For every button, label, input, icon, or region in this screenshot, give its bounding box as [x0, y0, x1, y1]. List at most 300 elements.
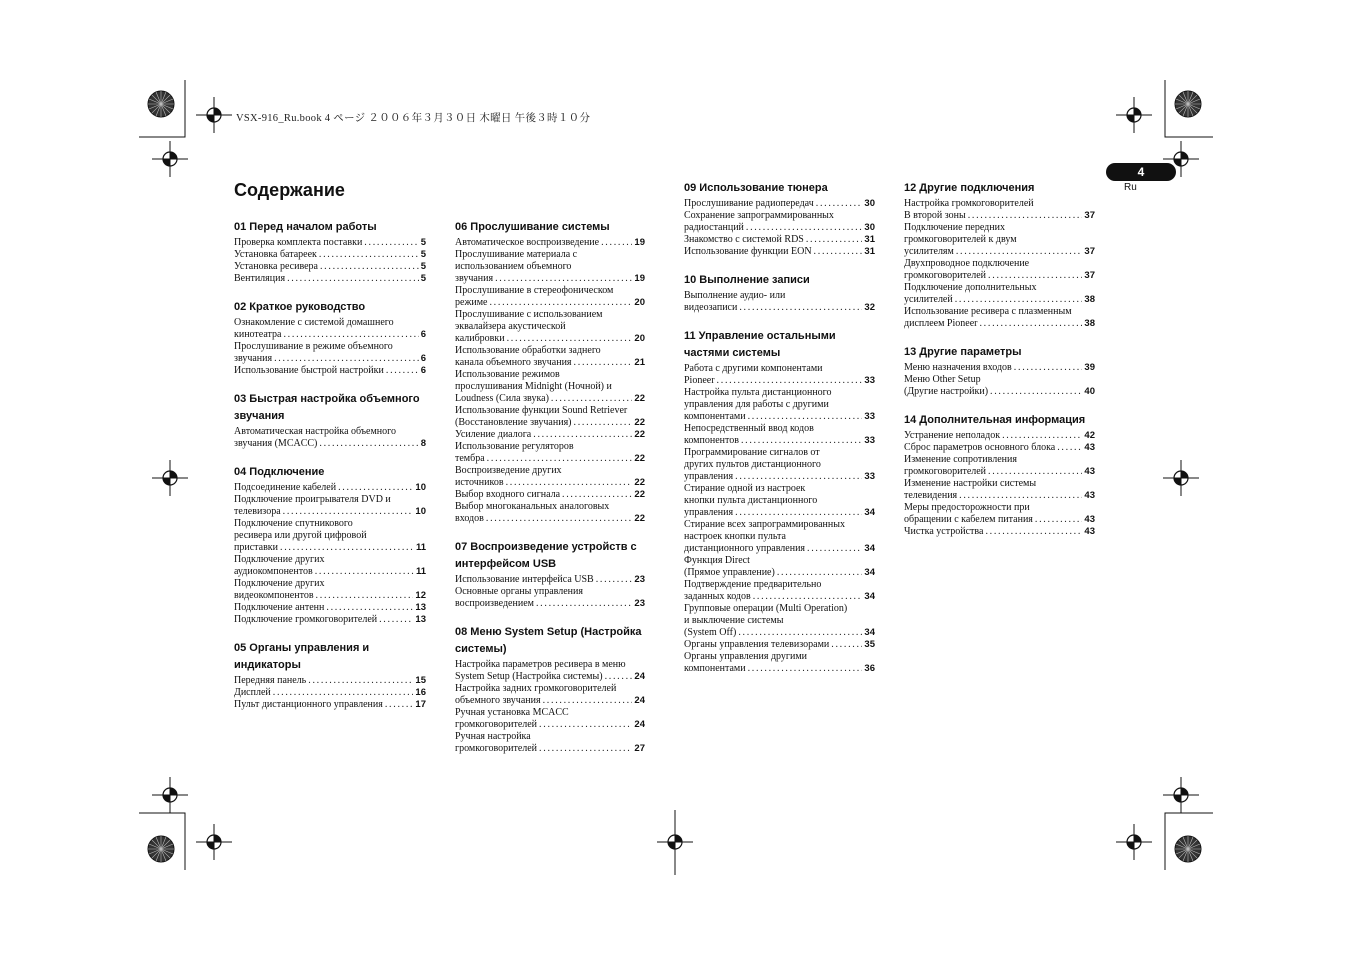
- toc-entry-text: Пульт дистанционного управления: [234, 699, 383, 710]
- dot-leader: [316, 590, 414, 602]
- toc-entry[interactable]: [904, 478, 1095, 502]
- dot-leader: [738, 627, 862, 639]
- toc-entry[interactable]: [684, 603, 875, 639]
- toc-entry-text: Прослушивание материала с: [455, 249, 578, 260]
- dot-leader: [386, 365, 419, 377]
- dot-leader: [990, 386, 1082, 398]
- toc-page-number: 33: [864, 411, 875, 422]
- toc-entry-text: Чистка устройства: [904, 526, 984, 537]
- toc-entry-text: Прослушивание в стереофоническом: [455, 285, 614, 296]
- toc-entry[interactable]: [455, 405, 645, 429]
- toc-page-number: 20: [634, 333, 645, 344]
- dot-leader: [988, 466, 1082, 478]
- toc-section: [684, 180, 875, 258]
- dot-leader: [955, 294, 1083, 306]
- toc-entry[interactable]: [684, 651, 875, 675]
- dot-leader: [717, 375, 863, 387]
- toc-entry-text: Сохранение запрограммированных: [684, 210, 834, 221]
- toc-section: [904, 412, 1095, 538]
- toc-entry[interactable]: [904, 454, 1095, 478]
- dot-leader: [816, 198, 863, 210]
- toc-page-number: 35: [864, 639, 875, 650]
- toc-entry[interactable]: [684, 234, 875, 246]
- toc-entry[interactable]: [684, 579, 875, 603]
- toc-entry-text: дистанционного управления: [684, 543, 806, 554]
- toc-entry[interactable]: [684, 387, 875, 423]
- toc-entry[interactable]: [455, 731, 645, 755]
- dot-leader: [536, 598, 632, 610]
- toc-entry-text: громкоговорителей: [904, 466, 987, 477]
- dot-leader: [988, 270, 1082, 282]
- registration-star-icon: [148, 836, 174, 862]
- dot-leader: [539, 743, 632, 755]
- toc-page-number: 13: [415, 614, 426, 625]
- dot-leader: [574, 357, 633, 369]
- toc-entry[interactable]: [904, 222, 1095, 258]
- dot-leader: [985, 526, 1082, 538]
- toc-section-heading: 08 Меню System Setup (Настройка системы): [455, 626, 642, 655]
- toc-page-number: 21: [634, 357, 645, 368]
- toc-entry[interactable]: [234, 602, 426, 614]
- toc-entry-text: System Setup (Настройка системы): [455, 671, 603, 682]
- toc-column-1: [234, 219, 426, 725]
- registration-cross-icon: [152, 141, 188, 177]
- toc-page-number: 34: [864, 627, 875, 638]
- toc-entry[interactable]: [455, 574, 645, 586]
- toc-entry-text: кнопки пульта дистанционного: [684, 495, 818, 506]
- toc-entry-text: громкоговорителей: [455, 719, 538, 730]
- toc-entry-text: Стирание одной из настроек: [684, 483, 806, 494]
- dot-leader: [487, 453, 633, 465]
- toc-page-number: 43: [1084, 526, 1095, 537]
- toc-entry[interactable]: [234, 699, 426, 711]
- toc-page-number: 24: [634, 671, 645, 682]
- toc-page-number: 33: [864, 375, 875, 386]
- toc-page-number: 12: [415, 590, 426, 601]
- toc-entry-text: Прослушивание с использованием: [455, 309, 603, 320]
- toc-page-number: 27: [634, 743, 645, 754]
- toc-entry[interactable]: [904, 362, 1095, 374]
- toc-entry[interactable]: [234, 261, 426, 273]
- dot-leader: [280, 542, 414, 554]
- toc-entry-text: тембра: [455, 453, 485, 464]
- dot-leader: [319, 438, 418, 450]
- toc-entry-text: Проверка комплекта поставки: [234, 237, 363, 248]
- toc-entry-text: Подключение других: [234, 578, 325, 589]
- toc-entry[interactable]: [904, 258, 1095, 282]
- toc-entry-text: Использование быстрой настройки: [234, 365, 384, 376]
- dot-leader: [533, 429, 632, 441]
- toc-entry-text: усилителей: [904, 294, 953, 305]
- toc-page-number: 34: [864, 567, 875, 578]
- toc-entry-text: Меню Other Setup: [904, 374, 981, 385]
- toc-page-number: 19: [634, 273, 645, 284]
- toc-entry-text: компонентами: [684, 663, 746, 674]
- registration-star-icon: [1175, 836, 1201, 862]
- toc-entry[interactable]: [684, 483, 875, 519]
- toc-page-number: 22: [634, 453, 645, 464]
- toc-entry[interactable]: [234, 426, 426, 450]
- toc-page-number: 30: [864, 198, 875, 209]
- toc-entry-text: Подключение антенн: [234, 602, 325, 613]
- dot-leader: [748, 411, 863, 423]
- toc-page-number: 22: [634, 513, 645, 524]
- registration-cross-icon: [1163, 460, 1199, 496]
- toc-entry-text: Автоматическое воспроизведение: [455, 237, 600, 248]
- toc-page-number: 43: [1084, 442, 1095, 453]
- toc-entry-text: Вентиляция: [234, 273, 286, 284]
- toc-page-number: 6: [420, 329, 426, 340]
- toc-page-number: 11: [415, 566, 426, 577]
- toc-entry-text: телевидения: [904, 490, 958, 501]
- toc-entry-text: Сброс параметров основного блока: [904, 442, 1056, 453]
- toc-entry[interactable]: [455, 501, 645, 525]
- toc-entry-text: Основные органы управления: [455, 586, 583, 597]
- toc-entry-text: (Прямое управление): [684, 567, 775, 578]
- toc-entry-text: управления для работы с другими: [684, 399, 829, 410]
- toc-entry-text: входов: [455, 513, 484, 524]
- toc-section: [684, 272, 875, 314]
- toc-page-number: 8: [420, 438, 426, 449]
- dot-leader: [605, 671, 633, 683]
- dot-leader: [1014, 362, 1083, 374]
- toc-page-number: 24: [634, 695, 645, 706]
- dot-leader: [364, 237, 418, 249]
- toc-column-2: [455, 219, 645, 769]
- toc-entry[interactable]: [684, 198, 875, 210]
- toc-entry-text: Настройка пульта дистанционного: [684, 387, 832, 398]
- toc-entry[interactable]: [904, 442, 1095, 454]
- toc-entry-text: Программирование сигналов от: [684, 447, 820, 458]
- toc-page-number: 22: [634, 489, 645, 500]
- toc-page-number: 43: [1084, 466, 1095, 477]
- toc-entry[interactable]: [455, 369, 645, 405]
- toc-entry-text: использованием объемного: [455, 261, 572, 272]
- toc-section-heading: 03 Быстрая настройка объемного звучания: [234, 393, 420, 422]
- toc-entry[interactable]: [684, 555, 875, 579]
- dot-leader: [601, 237, 632, 249]
- dot-leader: [273, 687, 414, 699]
- toc-entry[interactable]: [234, 687, 426, 699]
- toc-entry-text: Настройка параметров ресивера в меню: [455, 659, 626, 670]
- dot-leader: [320, 261, 419, 273]
- dot-leader: [562, 489, 632, 501]
- toc-entry[interactable]: [234, 578, 426, 602]
- dot-leader: [489, 297, 632, 309]
- toc-entry-text: громкоговорителей к двум: [904, 234, 1017, 245]
- toc-entry[interactable]: [234, 249, 426, 261]
- dot-leader: [315, 566, 414, 578]
- dot-leader: [735, 507, 862, 519]
- toc-entry-text: (Другие настройки): [904, 386, 989, 397]
- toc-entry-text: заданных кодов: [684, 591, 751, 602]
- toc-entry-text: Установка батареек: [234, 249, 317, 260]
- dot-leader: [1035, 514, 1083, 526]
- toc-entry-text: Pioneer: [684, 375, 715, 386]
- toc-entry[interactable]: [904, 282, 1095, 306]
- print-header-line: VSX-916_Ru.book 4 ページ ２００６年３月３０日 木曜日 午後３時１０分: [236, 113, 591, 124]
- toc-entry[interactable]: [455, 441, 645, 465]
- toc-section: [234, 391, 426, 450]
- toc-entry-text: кинотеатра: [234, 329, 282, 340]
- toc-page-number: 34: [864, 507, 875, 518]
- toc-entry-text: усилителям: [904, 246, 954, 257]
- toc-section-heading: 12 Другие подключения: [904, 182, 1035, 194]
- toc-entry-text: Знакомство с системой RDS: [684, 234, 804, 245]
- toc-entry-text: эквалайзера акустической: [455, 321, 566, 332]
- dot-leader: [495, 273, 632, 285]
- toc-page-number: 22: [634, 477, 645, 488]
- toc-entry-text: Настройка задних громкоговорителей: [455, 683, 617, 694]
- dot-leader: [806, 234, 863, 246]
- toc-entry-text: Передняя панель: [234, 675, 307, 686]
- toc-entry[interactable]: [684, 210, 875, 234]
- toc-entry-text: Изменение настройки системы: [904, 478, 1037, 489]
- toc-entry-text: Подключение громкоговорителей: [234, 614, 378, 625]
- toc-section-heading: 13 Другие параметры: [904, 346, 1022, 358]
- toc-column-4: [904, 180, 1095, 552]
- toc-entry[interactable]: [234, 494, 426, 518]
- toc-entry[interactable]: [904, 198, 1095, 222]
- dot-leader: [385, 699, 414, 711]
- toc-section-heading: 14 Дополнительная информация: [904, 414, 1086, 426]
- toc-entry-text: прослушивания Midnight (Ночной) и: [455, 381, 612, 392]
- toc-section-heading: 07 Воспроизведение устройств с интерфейсом USB: [455, 541, 637, 570]
- toc-entry-text: Непосредственный ввод кодов: [684, 423, 814, 434]
- toc-entry[interactable]: [455, 586, 645, 610]
- toc-entry-text: Подключение дополнительных: [904, 282, 1037, 293]
- toc-entry-text: Прослушивание в режиме объемного: [234, 341, 393, 352]
- toc-entry-text: Настройка громкоговорителей: [904, 198, 1034, 209]
- toc-entry-text: других пультов дистанционного: [684, 459, 821, 470]
- toc-entry-text: Двухпроводное подключение: [904, 258, 1030, 269]
- registration-cross-icon: [1116, 824, 1152, 860]
- toc-section: [234, 640, 426, 711]
- toc-entry-text: компонентов: [684, 435, 739, 446]
- toc-section-heading: 06 Прослушивание системы: [455, 221, 610, 233]
- toc-entry[interactable]: [455, 465, 645, 489]
- toc-page-number: 31: [864, 234, 875, 245]
- toc-entry-text: звучания: [234, 353, 273, 364]
- toc-page-number: 33: [864, 435, 875, 446]
- page-number-badge: 4: [1106, 163, 1176, 181]
- toc-entry[interactable]: [684, 423, 875, 447]
- toc-entry-text: Воспроизведение других: [455, 465, 562, 476]
- toc-entry-text: Выполнение аудио- или: [684, 290, 786, 301]
- toc-entry[interactable]: [455, 345, 645, 369]
- toc-entry[interactable]: [904, 502, 1095, 526]
- toc-page-number: 11: [415, 542, 426, 553]
- toc-entry-text: Функция Direct: [684, 555, 750, 566]
- toc-entry[interactable]: [234, 518, 426, 554]
- toc-entry-text: Использование функции EON: [684, 246, 812, 257]
- toc-page-number: 37: [1084, 270, 1095, 281]
- toc-entry-text: Подключение других: [234, 554, 325, 565]
- registration-cross-icon: [1116, 97, 1152, 133]
- toc-entry-text: звучания (MCACC): [234, 438, 318, 449]
- toc-section: [455, 539, 645, 610]
- toc-page-number: 20: [634, 297, 645, 308]
- dot-leader: [735, 471, 862, 483]
- toc-entry-text: приставки: [234, 542, 279, 553]
- toc-entry-text: объемного звучания: [455, 695, 541, 706]
- toc-section: [234, 219, 426, 285]
- toc-entry[interactable]: [234, 237, 426, 249]
- toc-entry-text: Устранение неполадок: [904, 430, 1001, 441]
- toc-entry[interactable]: [455, 659, 645, 683]
- toc-entry-text: Использование режимов: [455, 369, 560, 380]
- toc-entry[interactable]: [234, 317, 426, 341]
- toc-page-number: 19: [634, 237, 645, 248]
- toc-entry[interactable]: [234, 365, 426, 377]
- toc-entry-text: аудиокомпонентов: [234, 566, 313, 577]
- toc-page-number: 39: [1084, 362, 1095, 373]
- toc-entry[interactable]: [234, 554, 426, 578]
- dot-leader: [596, 574, 633, 586]
- toc-page-number: 37: [1084, 246, 1095, 257]
- toc-entry-text: ресивера или другой цифровой: [234, 530, 367, 541]
- registration-cross-icon: [196, 97, 232, 133]
- toc-entry-text: громкоговорителей: [904, 270, 987, 281]
- toc-entry-text: Подключение проигрывателя DVD и: [234, 494, 391, 505]
- toc-entry[interactable]: [904, 526, 1095, 538]
- toc-entry[interactable]: [904, 430, 1095, 442]
- dot-leader: [338, 482, 413, 494]
- toc-page-number: 30: [864, 222, 875, 233]
- toc-page-number: 5: [420, 249, 426, 260]
- dot-leader: [319, 249, 419, 261]
- toc-entry[interactable]: [455, 237, 645, 249]
- toc-page-number: 43: [1084, 490, 1095, 501]
- dot-leader: [507, 333, 633, 345]
- toc-entry[interactable]: [904, 374, 1095, 398]
- toc-entry-text: калибровки: [455, 333, 505, 344]
- toc-entry[interactable]: [455, 489, 645, 501]
- toc-entry-text: Органы управления телевизорами: [684, 639, 830, 650]
- toc-entry-text: обращении с кабелем питания: [904, 514, 1033, 525]
- toc-entry-text: Работа с другими компонентами: [684, 363, 823, 374]
- dot-leader: [1057, 442, 1082, 454]
- dot-leader: [287, 273, 419, 285]
- toc-page-number: 16: [415, 687, 426, 698]
- toc-entry[interactable]: [684, 519, 875, 555]
- toc-entry[interactable]: [455, 707, 645, 731]
- toc-entry-text: управления: [684, 507, 734, 518]
- toc-entry[interactable]: [904, 306, 1095, 330]
- dot-leader: [739, 302, 862, 314]
- toc-entry-text: Выбор входного сигнала: [455, 489, 561, 500]
- toc-section: [904, 344, 1095, 398]
- toc-entry[interactable]: [234, 341, 426, 365]
- toc-entry-text: Выбор многоканальных аналоговых: [455, 501, 610, 512]
- toc-page-number: 6: [420, 365, 426, 376]
- dot-leader: [274, 353, 419, 365]
- toc-entry-text: дисплеем Pioneer: [904, 318, 978, 329]
- toc-page-number: 38: [1084, 318, 1095, 329]
- toc-entry-text: Ручная настройка: [455, 731, 531, 742]
- toc-entry-text: видеозаписи: [684, 302, 738, 313]
- toc-entry[interactable]: [234, 482, 426, 494]
- toc-entry-text: громкоговорителей: [455, 743, 538, 754]
- toc-section-heading: 05 Органы управления и индикаторы: [234, 642, 370, 671]
- dot-leader: [551, 393, 633, 405]
- dot-leader: [956, 246, 1083, 258]
- toc-entry-text: В второй зоны: [904, 210, 966, 221]
- toc-entry[interactable]: [684, 363, 875, 387]
- toc-page-number: 22: [634, 429, 645, 440]
- dot-leader: [831, 639, 862, 651]
- toc-page-number: 23: [634, 574, 645, 585]
- dot-leader: [543, 695, 633, 707]
- toc-page-number: 34: [864, 543, 875, 554]
- toc-entry[interactable]: [455, 683, 645, 707]
- dot-leader: [574, 417, 633, 429]
- toc-entry[interactable]: [234, 273, 426, 285]
- toc-entry[interactable]: [684, 447, 875, 483]
- toc-entry[interactable]: [684, 290, 875, 314]
- toc-page-number: 5: [420, 273, 426, 284]
- toc-page-number: 43: [1084, 514, 1095, 525]
- toc-section-heading: 10 Выполнение записи: [684, 274, 810, 286]
- toc-section: [234, 299, 426, 377]
- toc-page-number: 10: [415, 482, 426, 493]
- registration-cross-icon: [152, 460, 188, 496]
- toc-page-number: 37: [1084, 210, 1095, 221]
- toc-page-number: 10: [415, 506, 426, 517]
- toc-entry-text: Ручная установка MCACC: [455, 707, 569, 718]
- toc-entry[interactable]: [455, 285, 645, 309]
- toc-entry[interactable]: [455, 429, 645, 441]
- dot-leader: [741, 435, 862, 447]
- toc-entry-text: Использование интерфейса USB: [455, 574, 594, 585]
- toc-entry-text: Прослушивание радиопередач: [684, 198, 814, 209]
- toc-entry-text: Использование регуляторов: [455, 441, 574, 452]
- toc-section: [234, 464, 426, 626]
- toc-entry-text: радиостанций: [684, 222, 744, 233]
- toc-page-number: 34: [864, 591, 875, 602]
- toc-entry[interactable]: [684, 246, 875, 258]
- toc-section: [455, 624, 645, 755]
- toc-column-3: [684, 180, 875, 689]
- toc-entry-text: Изменение сопротивления: [904, 454, 1017, 465]
- dot-leader: [539, 719, 632, 731]
- toc-page-number: 42: [1084, 430, 1095, 441]
- toc-entry-text: Использование обработки заднего: [455, 345, 601, 356]
- page-language-label: Ru: [1124, 182, 1137, 193]
- toc-entry-text: и выключение системы: [684, 615, 784, 626]
- toc-page-number: 6: [420, 353, 426, 364]
- toc-entry-text: Подключение передних: [904, 222, 1005, 233]
- toc-entry[interactable]: [455, 309, 645, 345]
- toc-entry[interactable]: [234, 675, 426, 687]
- toc-section: [455, 219, 645, 525]
- registration-cross-icon: [196, 824, 232, 860]
- dot-leader: [814, 246, 863, 258]
- toc-entry-text: Установка ресивера: [234, 261, 318, 272]
- toc-entry-text: Автоматическая настройка объемного: [234, 426, 397, 437]
- toc-entry-text: Меню назначения входов: [904, 362, 1012, 373]
- dot-leader: [1002, 430, 1082, 442]
- toc-entry[interactable]: [455, 249, 645, 285]
- toc-page-number: 17: [415, 699, 426, 710]
- toc-entry-text: Дисплей: [234, 687, 271, 698]
- toc-section-heading: 04 Подключение: [234, 466, 325, 478]
- toc-entry[interactable]: [684, 639, 875, 651]
- toc-section: [684, 328, 875, 675]
- dot-leader: [379, 614, 413, 626]
- toc-entry-text: Меры предосторожности при: [904, 502, 1030, 513]
- toc-entry[interactable]: [234, 614, 426, 626]
